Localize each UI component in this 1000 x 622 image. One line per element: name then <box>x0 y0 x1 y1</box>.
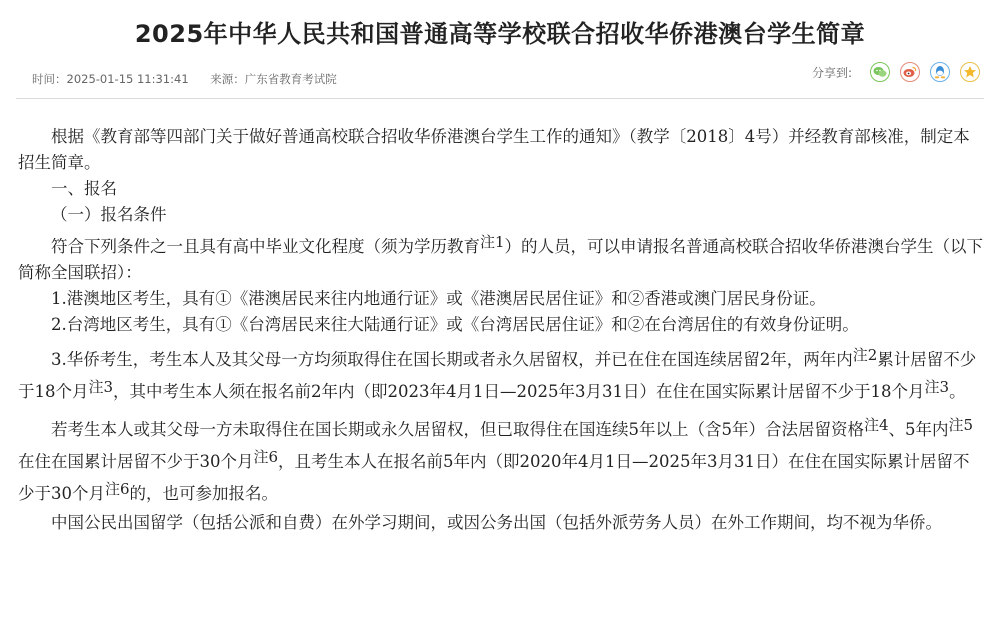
qzone-icon[interactable] <box>960 62 980 82</box>
weibo-icon[interactable] <box>900 62 920 82</box>
publish-time: 时间：2025-01-15 11:31:41 <box>32 72 189 86</box>
item-3-text: 。 <box>949 382 966 401</box>
residency-text: 在住在国累计居留不少于30个月 <box>18 452 254 471</box>
conditions-text: ）的人员，可以申请报名普通高校联合招收华侨港澳台学生（以下简称全国联招）： <box>18 237 984 282</box>
share-bar <box>812 62 980 82</box>
conditions-paragraph <box>18 234 986 286</box>
qq-icon[interactable] <box>930 62 950 82</box>
residency-text: ，且考生本人在报名前5年内（即2020年4月1日—2025年3月31日）在住在国实际累计居留不少于30个月 <box>18 452 970 503</box>
article-source: 来源：广东省教育考试院 <box>210 72 337 86</box>
article-meta <box>32 71 355 87</box>
item-3-text: 3.华侨考生，考生本人及其父母一方均须取得住在国长期或者永久居留权，并已在住在国连续居留2年，两年内 <box>51 350 853 369</box>
residency-text: 若考生本人或其父母一方未取得住在国长期或永久居留权，但已取得住在国连续5年以上（含5年）合法居留资格 <box>51 420 864 439</box>
header-divider <box>16 98 984 99</box>
subsection-heading: （一）报名条件 <box>51 205 167 224</box>
residency-text: 的，也可参加报名。 <box>129 484 279 503</box>
wechat-icon[interactable] <box>870 62 890 82</box>
intro-paragraph: 根据《教育部等四部门关于做好普通高校联合招收华侨港澳台学生工作的通知》（教学〔2018〕4号）并经教育部核准，制定本招生简章。 <box>18 127 970 172</box>
article-title: 2025年中华人民共和国普通高等学校联合招收华侨港澳台学生简章 <box>134 20 866 48</box>
footnote-ref[interactable]: 注2 <box>852 346 878 364</box>
condition-item-2: 2.台湾地区考生，具有①《台湾居民来往大陆通行证》或《台湾居民居住证》和②在台湾居住的有效身份证明。 <box>51 315 859 334</box>
article-body <box>18 124 986 536</box>
section-heading: 一、报名 <box>51 179 117 198</box>
footnote-ref[interactable]: 注6 <box>105 480 130 498</box>
residency-text: 、5年内 <box>888 420 949 439</box>
conditions-text: 符合下列条件之一且具有高中毕业文化程度（须为学历教育 <box>51 237 480 256</box>
footnote-ref[interactable]: 注3 <box>924 378 950 396</box>
condition-item-1: 1.港澳地区考生，具有①《港澳居民来往内地通行证》或《港澳居民居住证》和②香港或澳门居民身份证。 <box>51 289 826 308</box>
overseas-study-paragraph: 中国公民出国留学（包括公派和自费）在外学习期间，或因公务出国（包括外派劳务人员）在外工作期间，均不视为华侨。 <box>51 513 942 532</box>
item-3-text: ，其中考生本人须在报名前2年内（即2023年4月1日—2025年3月31日）在住在国实际累计居留不少于18个月 <box>113 382 925 401</box>
condition-item-3 <box>18 344 986 408</box>
footnote-ref[interactable]: 注5 <box>948 416 974 434</box>
residency-paragraph <box>18 414 986 510</box>
footnote-ref[interactable]: 注6 <box>253 448 279 466</box>
footnote-ref[interactable]: 注3 <box>88 378 114 396</box>
item-3-text: 累计居留不少于18个月 <box>18 350 977 401</box>
footnote-ref[interactable]: 注4 <box>864 416 889 434</box>
share-label: 分享到: <box>811 65 852 80</box>
footnote-ref[interactable]: 注1 <box>480 233 505 251</box>
